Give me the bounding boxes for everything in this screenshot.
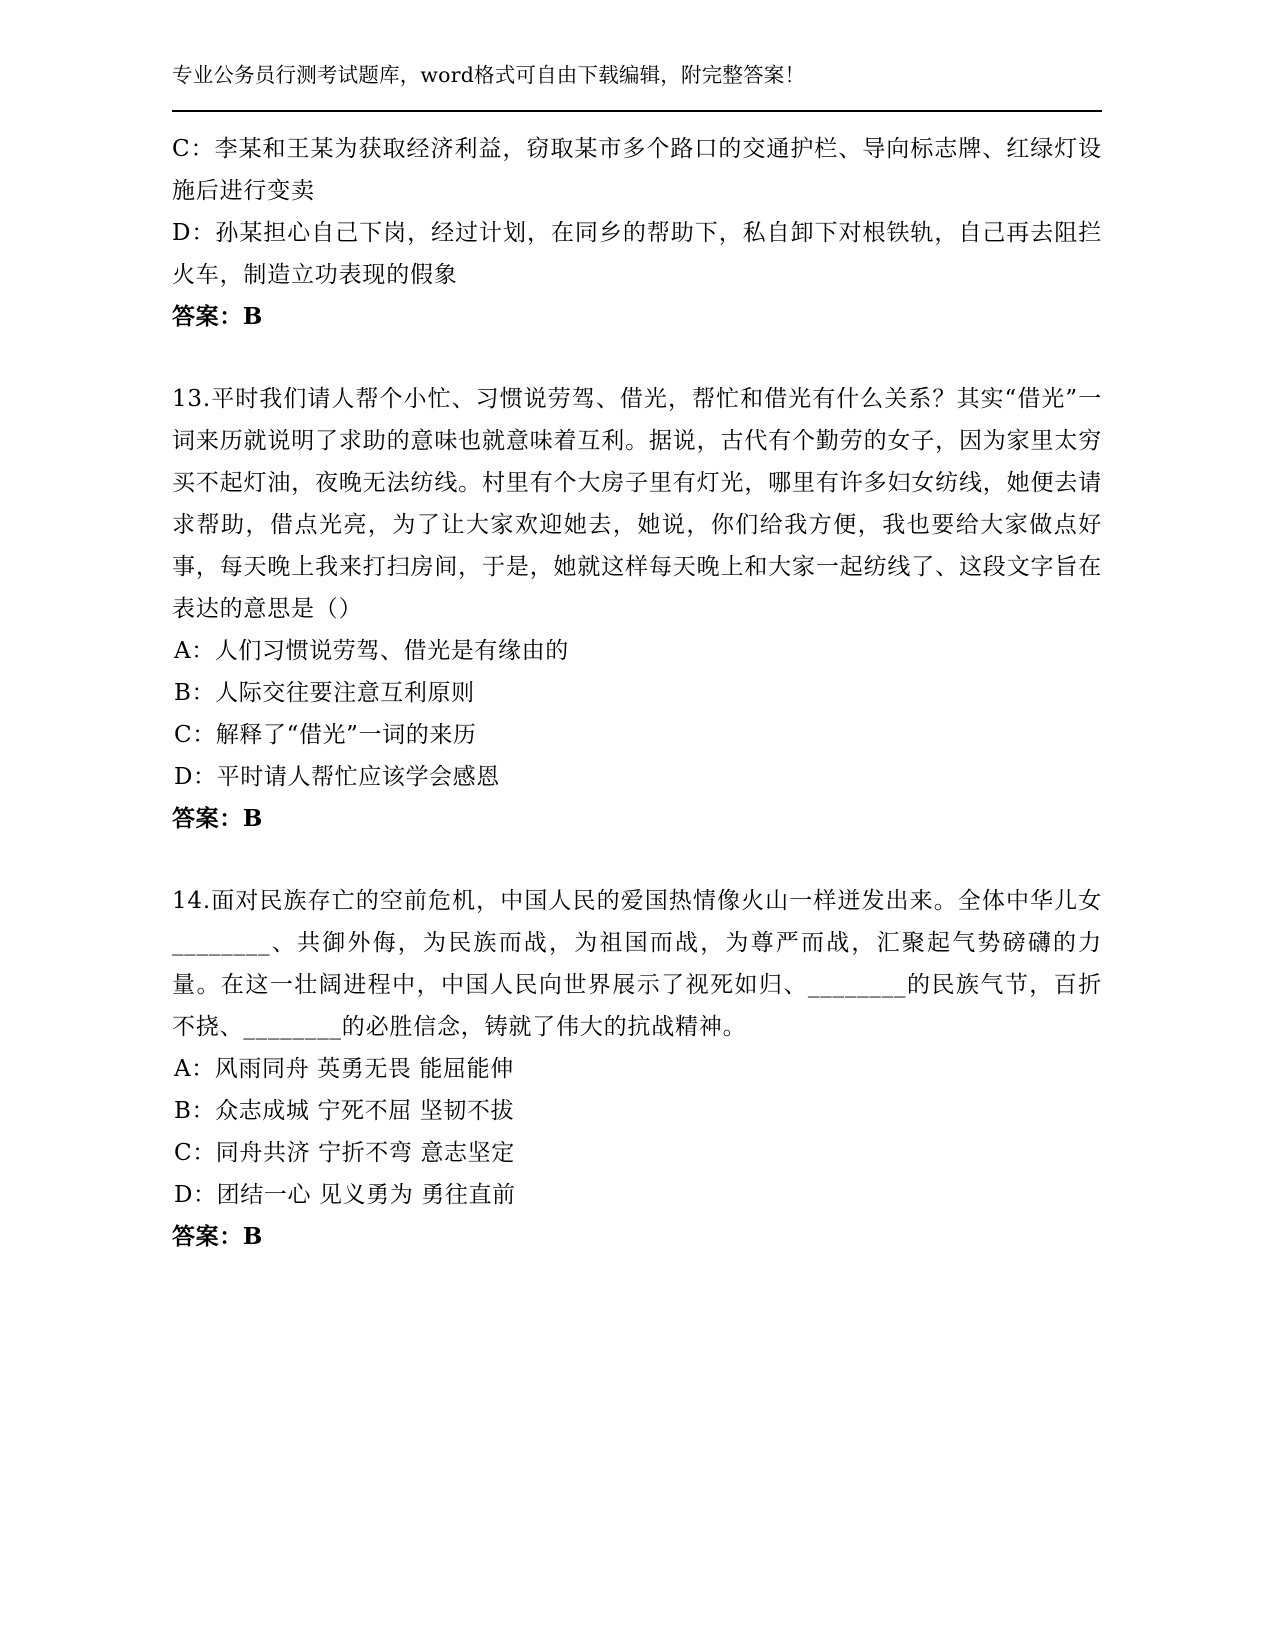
question-text: 平时我们请人帮个小忙、习惯说劳驾、借光，帮忙和借光有什么关系？其实“借光”一词来历就说明了求助的意味也就意味着互利。据说，古代有个勤劳的女子，因为家里太穷买不起灯油，夜晚无法纺线。村里有个大房子里有灯光，哪里有许多妇女纺线，她便去请求帮助，借点光亮，为了让大家欢迎她去，她说，你们给我方便，我也要给大家做点好事，每天晚上我来打扫房间，于是，她就这样每天晚上和大家一起纺线了、这段文字旨在表达的意思是（） bbox=[172, 386, 1102, 622]
option-c: C：李某和王某为获取经济利益，窃取某市多个路口的交通护栏、导向标志牌、红绿灯设施后进行变卖 bbox=[172, 136, 1102, 204]
answer-value: B bbox=[242, 303, 263, 330]
spacer bbox=[172, 338, 1102, 378]
question-number: 13. bbox=[172, 386, 211, 412]
question-number: 14. bbox=[172, 888, 211, 914]
answer-label: 答案： bbox=[172, 805, 243, 832]
option-b: B：众志成城 宁死不屈 坚韧不拔 bbox=[174, 1098, 515, 1124]
question-stem bbox=[172, 378, 1102, 630]
answer-label: 答案： bbox=[172, 303, 243, 330]
spacer bbox=[172, 840, 1102, 880]
continued-question-block bbox=[172, 128, 1102, 338]
question-stem bbox=[172, 880, 1102, 1048]
answer-row bbox=[172, 1216, 1102, 1258]
answer-row bbox=[172, 798, 1102, 840]
option-d: D：平时请人帮忙应该学会感恩 bbox=[174, 764, 500, 790]
document-content bbox=[172, 58, 1102, 1258]
answer-value: B bbox=[242, 805, 263, 832]
option-d: D：团结一心 见义勇为 勇往直前 bbox=[174, 1182, 516, 1208]
option-d: D：孙某担心自己下岗，经过计划，在同乡的帮助下，私自卸下对根铁轨，自己再去阻拦火车，制造立功表现的假象 bbox=[172, 220, 1102, 288]
answer-label: 答案： bbox=[172, 1223, 243, 1250]
question-14 bbox=[172, 880, 1102, 1258]
question-text: 面对民族存亡的空前危机，中国人民的爱国热情像火山一样迸发出来。全体中华儿女________、共御外侮，为民族而战，为祖国而战，为尊严而战，汇聚起气势磅礴的力量。在这一壮阔进程中，中国人民向世界展示了视死如归、________的民族气节，百折不挠、________的必胜信念，铸就了伟大的抗战精神。 bbox=[172, 888, 1102, 1040]
option-a: A：风雨同舟 英勇无畏 能屈能伸 bbox=[174, 1056, 514, 1082]
question-13 bbox=[172, 378, 1102, 840]
answer-row bbox=[172, 296, 1102, 338]
option-a: A：人们习惯说劳驾、借光是有缘由的 bbox=[174, 638, 569, 664]
option-c: C：同舟共济 宁折不弯 意志坚定 bbox=[174, 1140, 515, 1166]
header-divider bbox=[172, 110, 1102, 112]
option-b: B：人际交往要注意互利原则 bbox=[174, 680, 475, 706]
option-c: C：解释了“借光”一词的来历 bbox=[174, 722, 477, 748]
page-header-banner: 专业公务员行测考试题库，word格式可自由下载编辑，附完整答案！ bbox=[172, 63, 806, 87]
answer-value: B bbox=[242, 1223, 263, 1250]
